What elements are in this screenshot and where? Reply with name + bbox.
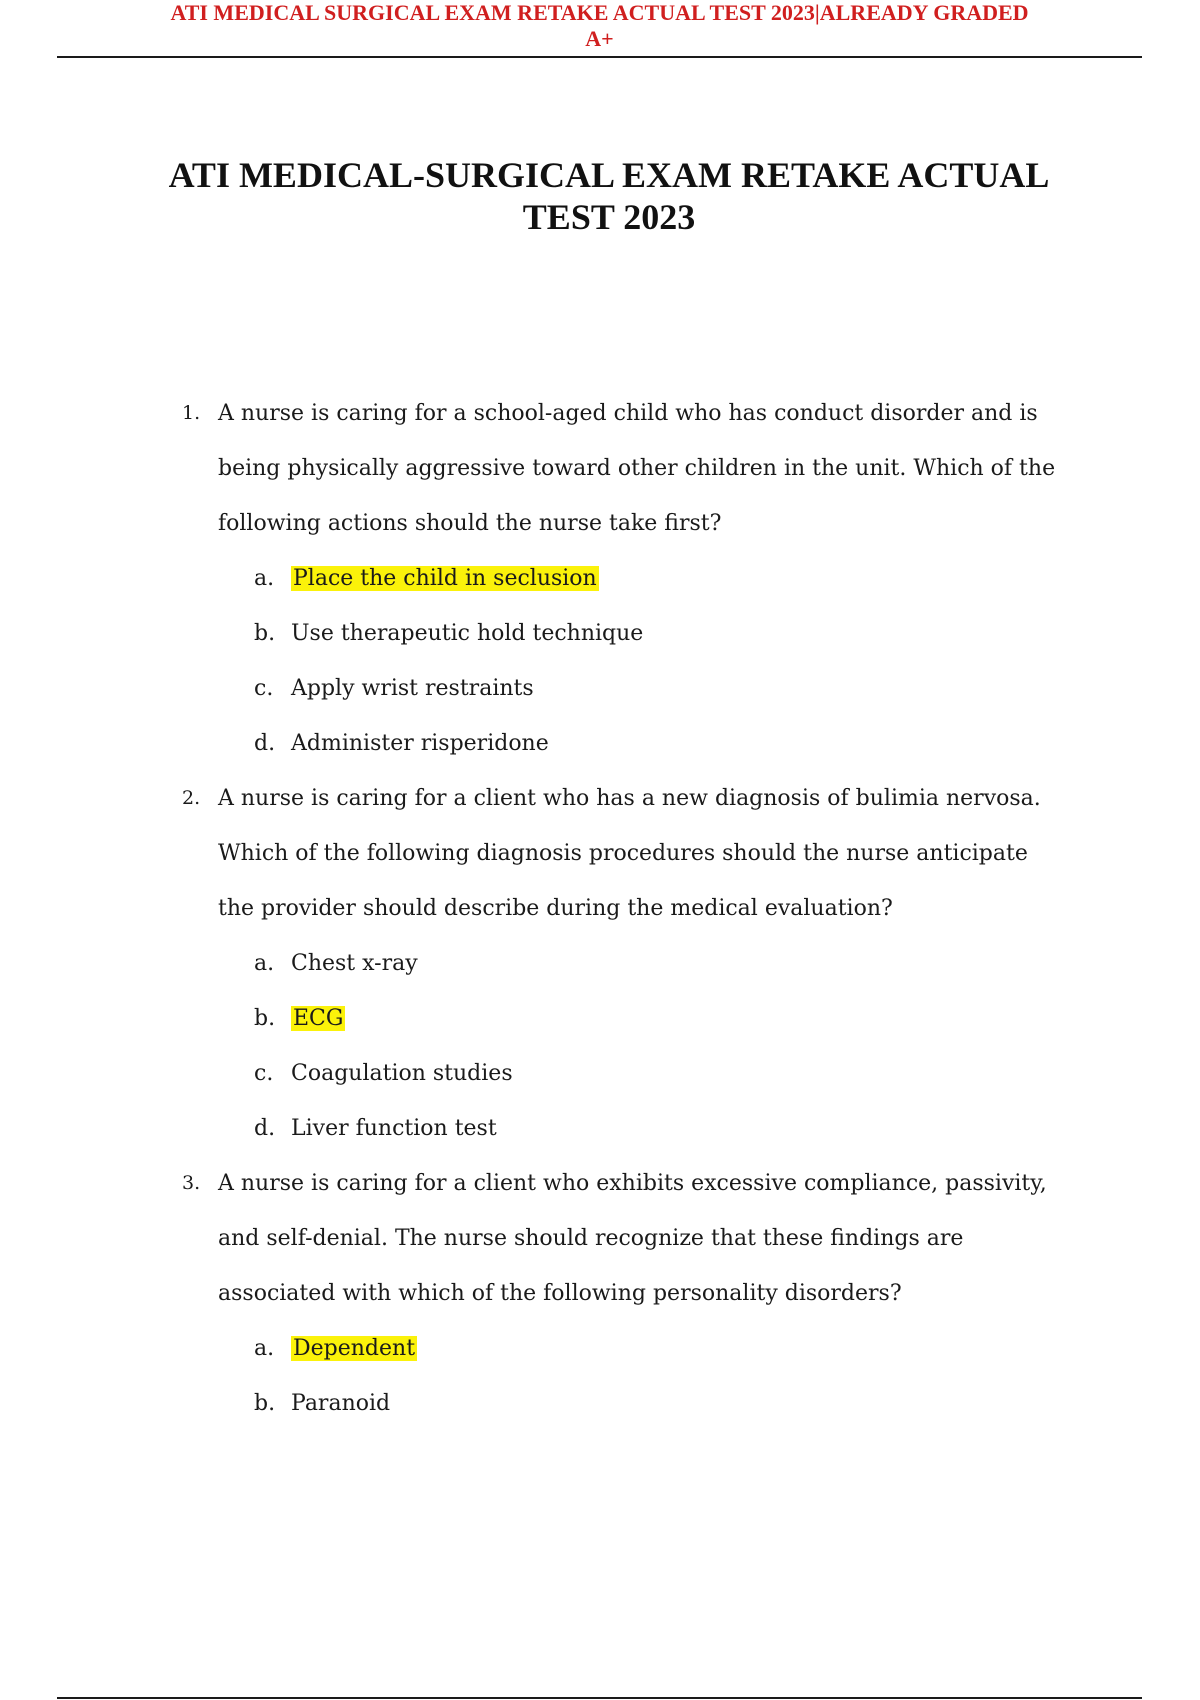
answer-option [0,551,1200,606]
option-text-highlighted: Place the child in seclusion [293,566,597,591]
option-text-highlighted: Dependent [293,1336,416,1361]
question-stem [0,1156,1068,1321]
question-text: A nurse is caring for a school-aged child who has conduct disorder and is being physically aggressive toward other children in the unit. Which of the following actions should the nurse take first? [218,401,1056,536]
question-stem [0,771,1068,936]
question-2 [0,771,1200,1156]
option-letter: b. [254,621,276,646]
answer-option [0,1046,1200,1101]
option-text: Use therapeutic hold technique [291,621,644,646]
option-text: Coagulation studies [291,1061,513,1086]
option-letter: a. [254,566,275,591]
footer-divider [57,1697,1142,1699]
answer-option [0,991,1200,1046]
answer-option [0,1376,1200,1431]
question-text: A nurse is caring for a client who has a new diagnosis of bulimia nervosa. Which of the following diagnosis procedures should the nurse anticipate the provider should describe during the medical evaluation? [218,786,1041,921]
question-1 [0,386,1200,771]
question-text: A nurse is caring for a client who exhibits excessive compliance, passivity, and self-denial. The nurse should recognize that these findings are associated with which of the following personality disorders? [218,1171,1047,1306]
question-number: 2. [182,787,201,809]
option-text: Administer risperidone [291,731,549,756]
page-title [57,154,1161,238]
answer-option [0,606,1200,661]
option-letter: d. [254,1116,276,1141]
page-title-line2: TEST 2023 [522,197,696,237]
option-text: Paranoid [291,1391,391,1416]
question-3 [0,1156,1200,1431]
option-text: Apply wrist restraints [291,676,534,701]
answer-option [0,661,1200,716]
option-letter: c. [254,1061,274,1086]
answer-option [0,936,1200,991]
option-letter: b. [254,1391,276,1416]
page-title-line1: ATI MEDICAL-SURGICAL EXAM RETAKE ACTUAL [168,155,1050,195]
option-text-highlighted: ECG [293,1006,344,1031]
option-text: Liver function test [291,1116,497,1141]
question-stem [0,386,1068,551]
answer-option [0,716,1200,771]
option-letter: b. [254,1006,276,1031]
header-divider [57,56,1142,58]
question-number: 3. [182,1172,201,1194]
option-letter: c. [254,676,274,701]
question-number: 1. [182,402,201,424]
option-text: Chest x-ray [291,951,418,976]
answer-option [0,1101,1200,1156]
header-title-line2: A+ [585,26,614,51]
option-letter: d. [254,731,276,756]
document-header [57,0,1142,52]
option-letter: a. [254,951,275,976]
option-letter: a. [254,1336,275,1361]
answer-option [0,1321,1200,1376]
header-title-line1: ATI MEDICAL SURGICAL EXAM RETAKE ACTUAL TEST 2023|ALREADY GRADED [170,0,1029,25]
question-list [0,386,1200,1431]
